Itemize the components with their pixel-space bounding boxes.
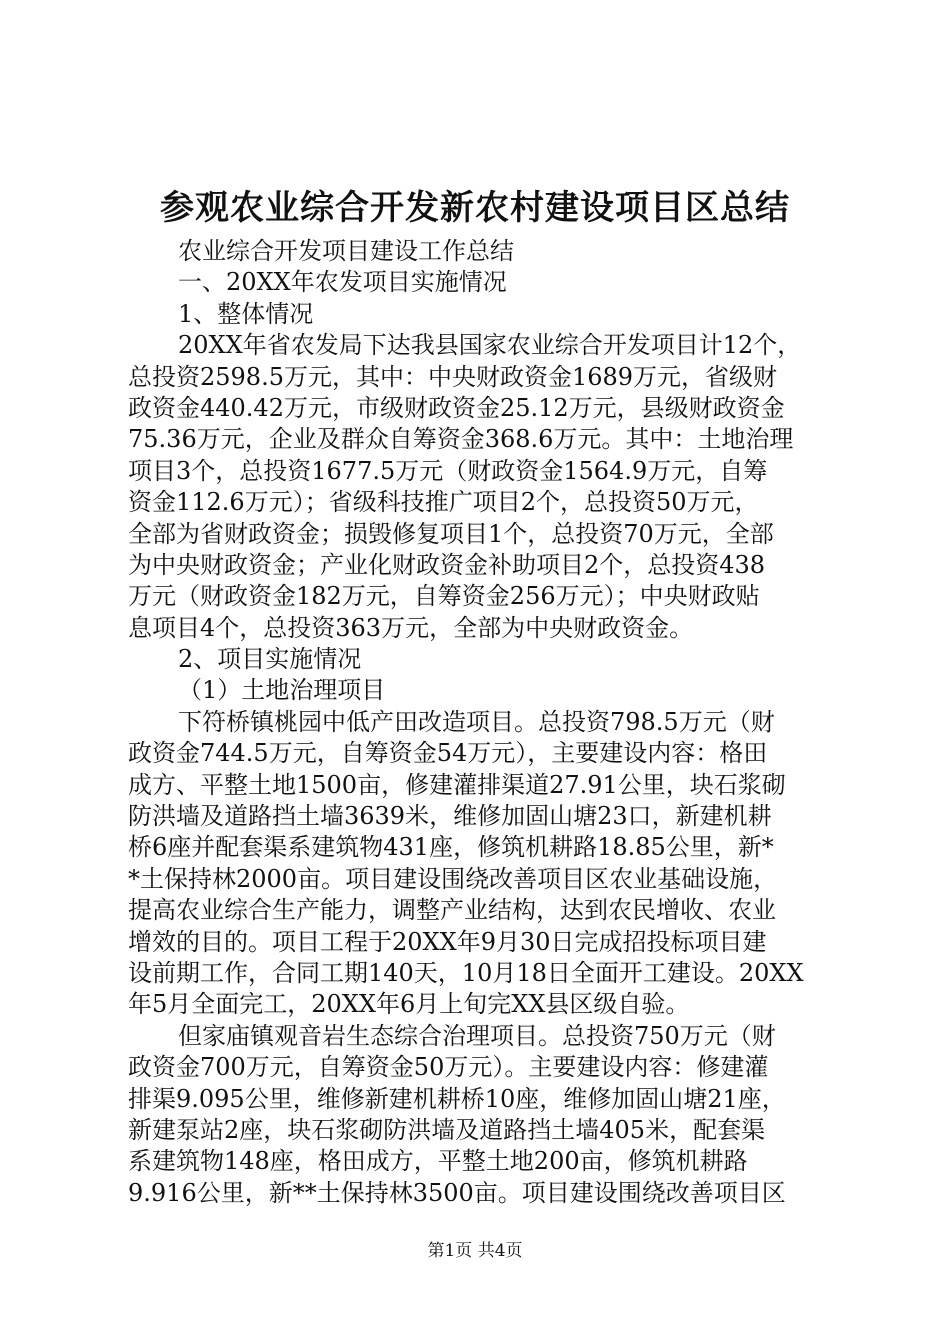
text-line: 万元（财政资金182万元，自筹资金256万元）；中央财政贴 bbox=[128, 582, 760, 611]
text-line: 但家庙镇观音岩生态综合治理项目。总投资750万元（财 bbox=[178, 1021, 776, 1050]
text-line: 桥6座并配套渠系建筑物431座，修筑机耕路18.85公里，新* bbox=[128, 833, 774, 862]
text-line: 系建筑物148座，格田成方，平整土地200亩，修筑机耕路 bbox=[128, 1147, 748, 1176]
page-footer: 第1页 共4页 bbox=[427, 1241, 523, 1261]
text-line: 项目3个，总投资1677.5万元（财政资金1564.9万元，自筹 bbox=[128, 456, 768, 485]
text-line: 农业综合开发项目建设工作总结 bbox=[178, 237, 514, 265]
text-line: 新建泵站2座，块石浆砌防洪墙及道路挡土墙405米，配套渠 bbox=[128, 1115, 766, 1144]
text-line: 下符桥镇桃园中低产田改造项目。总投资798.5万元（财 bbox=[178, 707, 775, 736]
text-line: *土保持林2000亩。项目建设围绕改善项目区农业基础设施， bbox=[128, 864, 778, 893]
text-line: 一、20XX年农发项目实施情况 bbox=[178, 268, 507, 297]
text-line: （1）土地治理项目 bbox=[178, 676, 386, 705]
text-line: 75.36万元，企业及群众自筹资金368.6万元。其中：土地治理 bbox=[128, 425, 794, 454]
text-line: 防洪墙及道路挡土墙3639米，维修加固山塘23口，新建机耕 bbox=[128, 802, 772, 831]
text-line: 提高农业综合生产能力，调整产业结构，达到农民增收、农业 bbox=[128, 896, 776, 925]
text-line: 全部为省财政资金；损毁修复项目1个，总投资70万元，全部 bbox=[128, 519, 774, 548]
text-line: 1、整体情况 bbox=[178, 299, 314, 328]
text-line: 为中央财政资金；产业化财政资金补助项目2个，总投资438 bbox=[128, 550, 766, 579]
text-line: 总投资2598.5万元，其中：中央财政资金1689万元，省级财 bbox=[128, 362, 778, 391]
text-line: 政资金744.5万元，自筹资金54万元），主要建设内容：格田 bbox=[128, 739, 768, 768]
text-line: 20XX年省农发局下达我县国家农业综合开发项目计12个， bbox=[178, 331, 802, 360]
text-line: 政资金700万元，自筹资金50万元）。主要建设内容：修建灌 bbox=[128, 1053, 769, 1082]
text-line: 政资金440.42万元，市级财政资金25.12万元，县级财政资金 bbox=[128, 393, 785, 422]
text-line: 息项目4个，总投资363万元，全部为中央财政资金。 bbox=[128, 613, 694, 642]
text-line: 2、项目实施情况 bbox=[178, 645, 362, 674]
text-line: 资金112.6万元）；省级科技推广项目2个，总投资50万元， bbox=[128, 488, 759, 517]
document-body bbox=[128, 236, 834, 1209]
text-line: 年5月全面完工，20XX年6月上旬完XX县区级自验。 bbox=[128, 990, 690, 1019]
text-line: 排渠9.095公里，维修新建机耕桥10座，维修加固山塘21座， bbox=[128, 1084, 786, 1113]
text-line: 设前期工作，合同工期140天，10月18日全面开工建设。20XX bbox=[128, 958, 804, 987]
text-line: 成方、平整土地1500亩，修建灌排渠道27.91公里，块石浆砌 bbox=[128, 770, 786, 799]
text-line: 9.916公里，新**土保持林3500亩。项目建设围绕改善项目区 bbox=[128, 1178, 786, 1207]
text-line: 增效的目的。项目工程于20XX年9月30日完成招投标项目建 bbox=[128, 927, 767, 956]
page-title: 参观农业综合开发新农村建设项目区总结 bbox=[160, 188, 790, 228]
